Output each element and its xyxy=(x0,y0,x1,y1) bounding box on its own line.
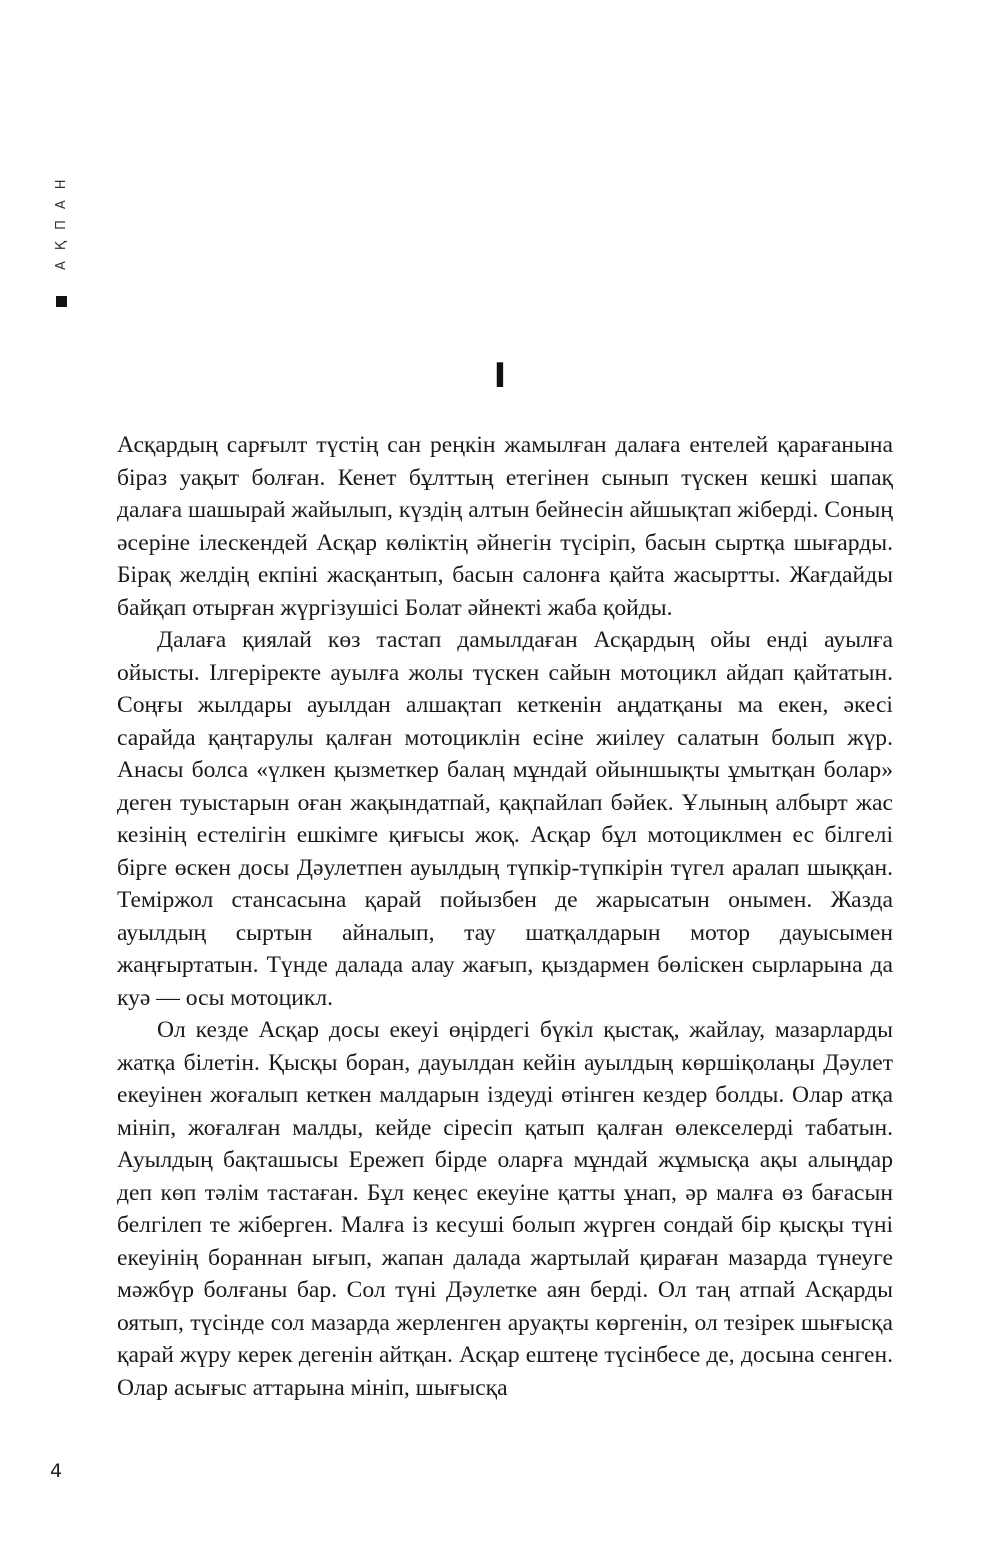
running-head: АҚПАН xyxy=(54,168,69,270)
page-number: 4 xyxy=(50,1460,63,1482)
body-text xyxy=(117,429,893,1404)
chapter-number: I xyxy=(493,356,507,396)
paragraph-1: Асқардың сарғылт түстің сан реңкін жамылған далаға ентелей қарағанына біраз уақыт болған. Кенет бұлттың етегінен сынып түскен кешкі шапақ далаға шашырай жайылып, күздің алтын бейнесін айшықтап жіберді. Соның әсеріне ілескендей Асқар көліктің әйнегін түсіріп, басын сыртқа шығарды. Бірақ желдің екпіні жасқантып, басын салонға қайта жасыртты. Жағдайды байқап отырған жүргізушісі Болат әйнекті жаба қойды. xyxy=(117,432,893,621)
paragraph-2: Далаға қиялай көз тастап дамылдаған Асқардың ойы енді ауылға ойысты. Ілгеріректе ауылға жолы түскен сайын мотоцикл айдап қайтатын. Соңғы жылдары ауылдан алшақтап кеткенін аңдатқаны ма екен, әкесі сарайда қаңтарулы қалған мотоциклін есіне жиілеу салатын болып жүр. Анасы болса «үлкен қызметкер балаң мұндай ойыншықты ұмытқан болар» деген туыстарын оған жақындатпай, қақпайлап бәйек. Ұлының албырт жас кезінің естелігін ешкімге қиғысы жоқ. Асқар бұл мотоциклмен ес білгелі бірге өскен досы Дәулетпен ауылдың түпкір-түпкірін түгел аралап шыққан. Теміржол стансасына қарай пойызбен де жарысатын онымен. Жазда ауылдың сыртын айналып, тау шатқалдарын мотор дауысымен жаңғыртатын. Түнде далада алау жағып, қыздармен бөліскен сырларына да куә — осы мотоцикл. xyxy=(117,627,893,1011)
section-marker xyxy=(56,296,67,307)
paragraph-3: Ол кезде Асқар досы екеуі өңірдегі бүкіл қыстақ, жайлау, мазарларды жатқа білетін. Қысқы боран, дауылдан кейін ауылдың көршіқолаңы Дәулет екеуінен жоғалып кеткен малдарын іздеуді өтінген кездер болды. Олар атқа мініп, жоғалған малды, кейде сіресіп қатып қалған өлекселерді табатын. Ауылдың бақташысы Ережеп бірде оларға мұндай жұмысқа ақы алыңдар деп көп тәлім тастаған. Бұл кеңес екеуіне қатты ұнап, әр малға өз бағасын белгілеп те жіберген. Малға із кесуші болып жүрген сондай бір қысқы түні екеуінің бораннан ығып, жапан далада жартылай қираған мазарда түнеуге мәжбүр болғаны бар. Сол түні Дәулетке аян берді. Ол таң атпай Асқарды оятып, түсінде сол мазарда жерленген аруақты көргенін, ол тезірек шығысқа қарай жүру керек дегенін айтқан. Асқар ештеңе түсінбесе де, досына сенген. Олар асығыс аттарына мініп, шығысқа xyxy=(117,1017,893,1401)
